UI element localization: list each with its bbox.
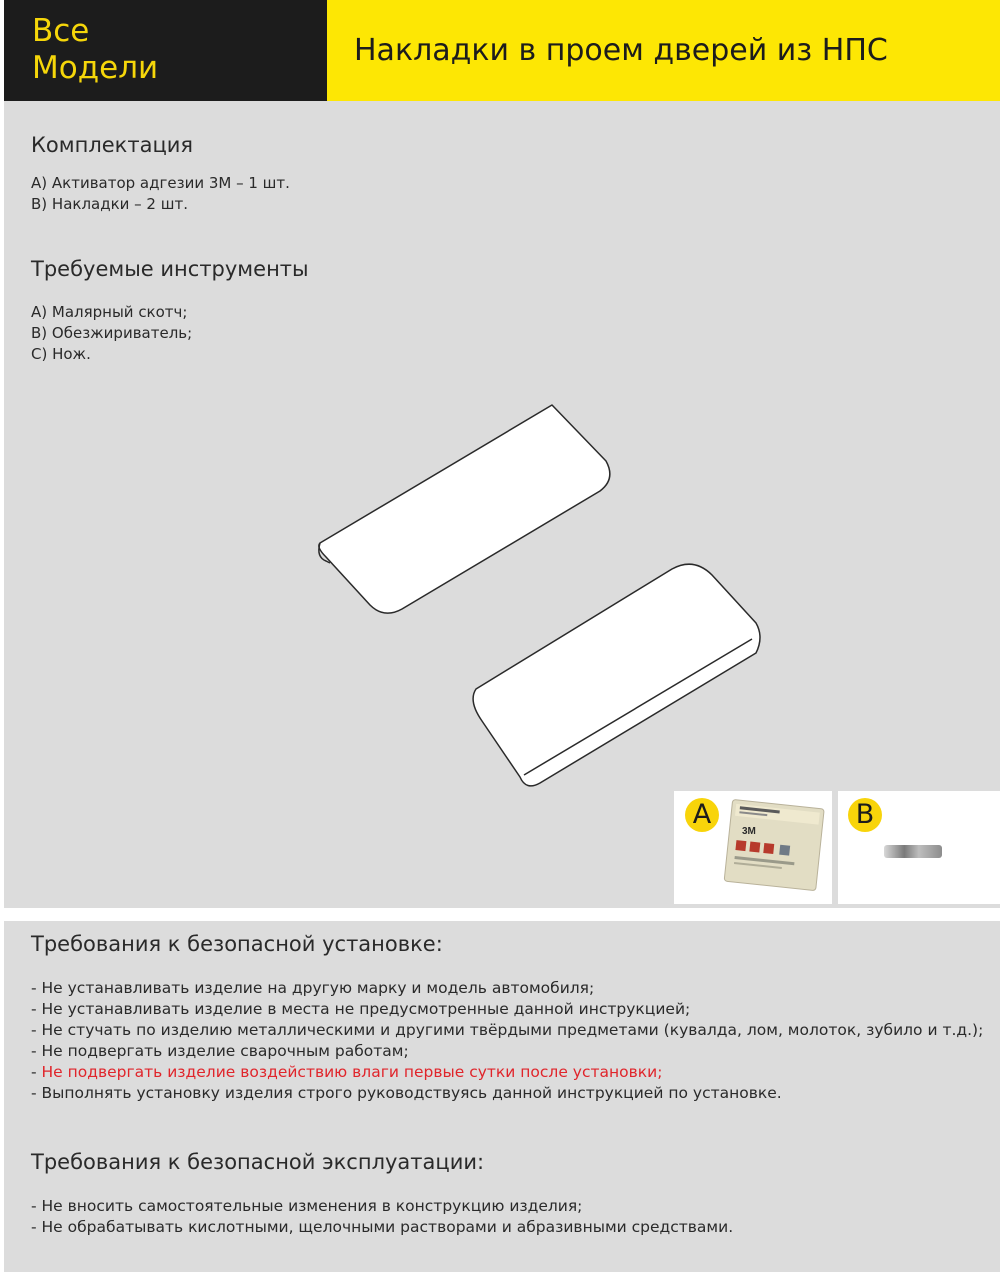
header-title-bar bbox=[327, 0, 1000, 101]
kit-panel bbox=[4, 101, 1000, 908]
brand-line-1: Все bbox=[32, 13, 90, 49]
install-requirement-item: - Выполнять установку изделия строго руководствуясь данной инструкцией по установке. bbox=[31, 1084, 782, 1102]
requirements-panel bbox=[4, 921, 1000, 1272]
warning-text: Не подвергать изделие воздействию влаги первые сутки после установки; bbox=[41, 1063, 663, 1081]
install-requirements-list bbox=[31, 978, 983, 1104]
kit-list bbox=[31, 173, 290, 215]
page-title: Накладки в проем дверей из НПС bbox=[354, 33, 888, 68]
tools-heading: Требуемые инструменты bbox=[31, 257, 309, 281]
operation-requirement-item: - Не вносить самостоятельные изменения в конструкцию изделия; bbox=[31, 1197, 583, 1215]
install-requirements-heading: Требования к безопасной установке: bbox=[31, 932, 443, 956]
kit-heading: Комплектация bbox=[31, 133, 194, 157]
install-requirement-item: - Не подвергать изделие сварочным работам; bbox=[31, 1042, 409, 1060]
sill-cover-part-image bbox=[838, 791, 1000, 904]
part-tile-b bbox=[838, 791, 1000, 904]
adhesion-promoter-pack-image bbox=[674, 791, 832, 904]
part-b-badge: B bbox=[848, 798, 882, 832]
sill-cover-lower bbox=[473, 564, 760, 786]
kit-item: B) Накладки – 2 шт. bbox=[31, 195, 188, 213]
tools-item: C) Нож. bbox=[31, 345, 91, 363]
door-sill-covers-illustration bbox=[304, 391, 774, 801]
install-requirement-warning bbox=[31, 1062, 983, 1083]
operation-requirements-heading: Требования к безопасной эксплуатации: bbox=[31, 1150, 485, 1174]
part-tile-a bbox=[674, 791, 832, 904]
brand-line-2: Модели bbox=[32, 50, 159, 86]
install-requirement-item: - Не устанавливать изделие в места не предусмотренные данной инструкцией; bbox=[31, 1000, 691, 1018]
kit-item: A) Активатор адгезии 3M – 1 шт. bbox=[31, 174, 290, 192]
sill-cover-upper bbox=[319, 405, 610, 613]
warning-prefix: - bbox=[31, 1063, 42, 1081]
part-a-badge: A bbox=[685, 798, 719, 832]
install-requirement-item: - Не устанавливать изделие на другую марку и модель автомобиля; bbox=[31, 979, 595, 997]
tools-item: A) Малярный скотч; bbox=[31, 303, 188, 321]
install-requirement-item: - Не стучать по изделию металлическими и другими твёрдыми предметами (кувалда, лом, молоток, зубило и т.д.); bbox=[31, 1021, 984, 1039]
pack-brand-text: 3M bbox=[742, 826, 756, 837]
operation-requirement-item: - Не обрабатывать кислотными, щелочными растворами и абразивными средствами. bbox=[31, 1218, 734, 1236]
header-brand-block bbox=[4, 0, 327, 101]
operation-requirements-list bbox=[31, 1196, 733, 1238]
tools-list bbox=[31, 302, 192, 365]
tools-item: B) Обезжириватель; bbox=[31, 324, 193, 342]
